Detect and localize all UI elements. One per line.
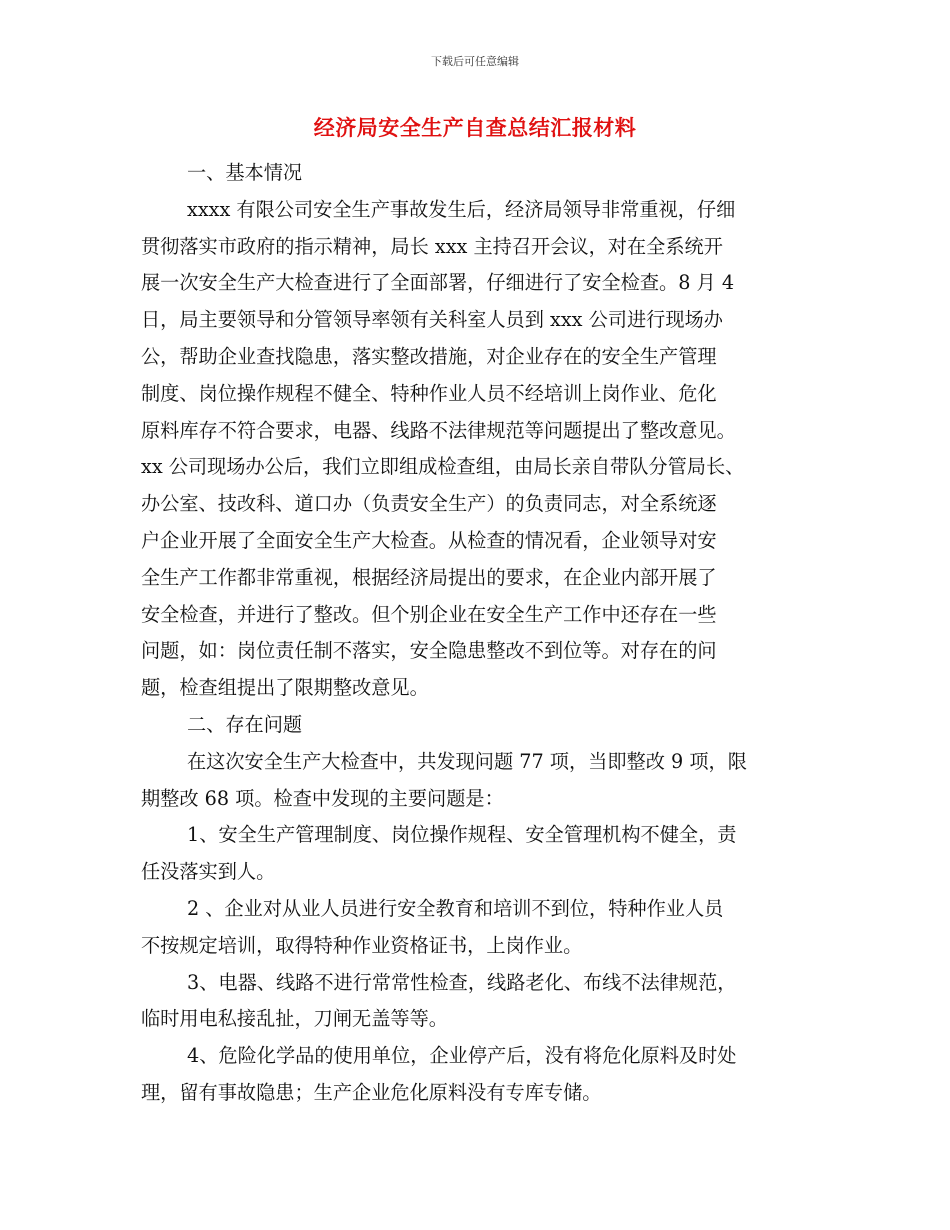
list-item-line: 任没落实到人。	[141, 860, 276, 884]
list-item-line: 3、电器、线路不进行常常性检查，线路老化、布线不法律规范，	[187, 970, 737, 994]
paragraph-line: xx 公司现场办公后，我们立即组成检查组，由局长亲自带队分管局长、	[141, 455, 745, 479]
paragraph-line: 制度、岗位操作规程不健全、特种作业人员不经培训上岗作业、危化	[141, 381, 717, 405]
paragraph-line: 户企业开展了全面安全生产大检查。从检查的情况看，企业领导对安	[141, 528, 717, 552]
document-body	[141, 155, 813, 1112]
paragraph-line: 办公室、技改科、道口办（负责安全生产）的负责同志，对全系统逐	[141, 492, 717, 516]
paragraph-line: 问题，如：岗位责任制不落实，安全隐患整改不到位等。对存在的问	[141, 639, 717, 663]
paragraph-line: 公，帮助企业查找隐患，落实整改措施，对企业存在的安全生产管理	[141, 344, 717, 368]
paragraph-line: 安全检查，并进行了整改。但个别企业在安全生产工作中还存在一些	[141, 602, 717, 626]
document-title: 经济局安全生产自查总结汇报材料	[313, 115, 637, 140]
paragraph-line: 在这次安全生产大检查中，共发现问题 77 项，当即整改 9 项，限	[187, 749, 747, 773]
paragraph-line: xxxx 有限公司安全生产事故发生后，经济局领导非常重视，仔细	[187, 197, 736, 221]
paragraph-line: 贯彻落实市政府的指示精神，局长 xxx 主持召开会议，对在全系统开	[141, 234, 723, 258]
paragraph-line: 期整改 68 项。检查中发现的主要问题是：	[141, 786, 504, 810]
list-item-line: 1、安全生产管理制度、岗位操作规程、安全管理机构不健全，责	[187, 823, 737, 847]
paragraph-line: 题，检查组提出了限期整改意见。	[141, 676, 429, 700]
paragraph-line: 全生产工作都非常重视，根据经济局提出的要求，在企业内部开展了	[141, 565, 717, 589]
section-heading-basic: 一、基本情况	[187, 161, 303, 184]
list-item-line: 临时用电私接乱扯，刀闸无盖等等。	[141, 1007, 448, 1031]
paragraph-line: 原料库存不符合要求，电器、线路不法律规范等问题提出了整改意见。	[141, 418, 736, 442]
paragraph-line: 日，局主要领导和分管领导率领有关科室人员到 xxx 公司进行现场办	[141, 308, 723, 332]
paragraph-line: 展一次安全生产大检查进行了全面部署，仔细进行了安全检查。8 月 4	[141, 271, 735, 295]
page-header-note: 下载后可任意编辑	[431, 55, 519, 68]
section-heading-issues: 二、存在问题	[187, 712, 303, 736]
list-item-line: 4、危险化学品的使用单位，企业停产后，没有将危化原料及时处	[187, 1044, 737, 1068]
list-item-line: 2 、企业对从业人员进行安全教育和培训不到位，特种作业人员	[187, 896, 724, 920]
list-item-line: 理，留有事故隐患；生产企业危化原料没有专库专储。	[141, 1080, 602, 1104]
list-item-line: 不按规定培训，取得特种作业资格证书，上岗作业。	[141, 933, 583, 957]
